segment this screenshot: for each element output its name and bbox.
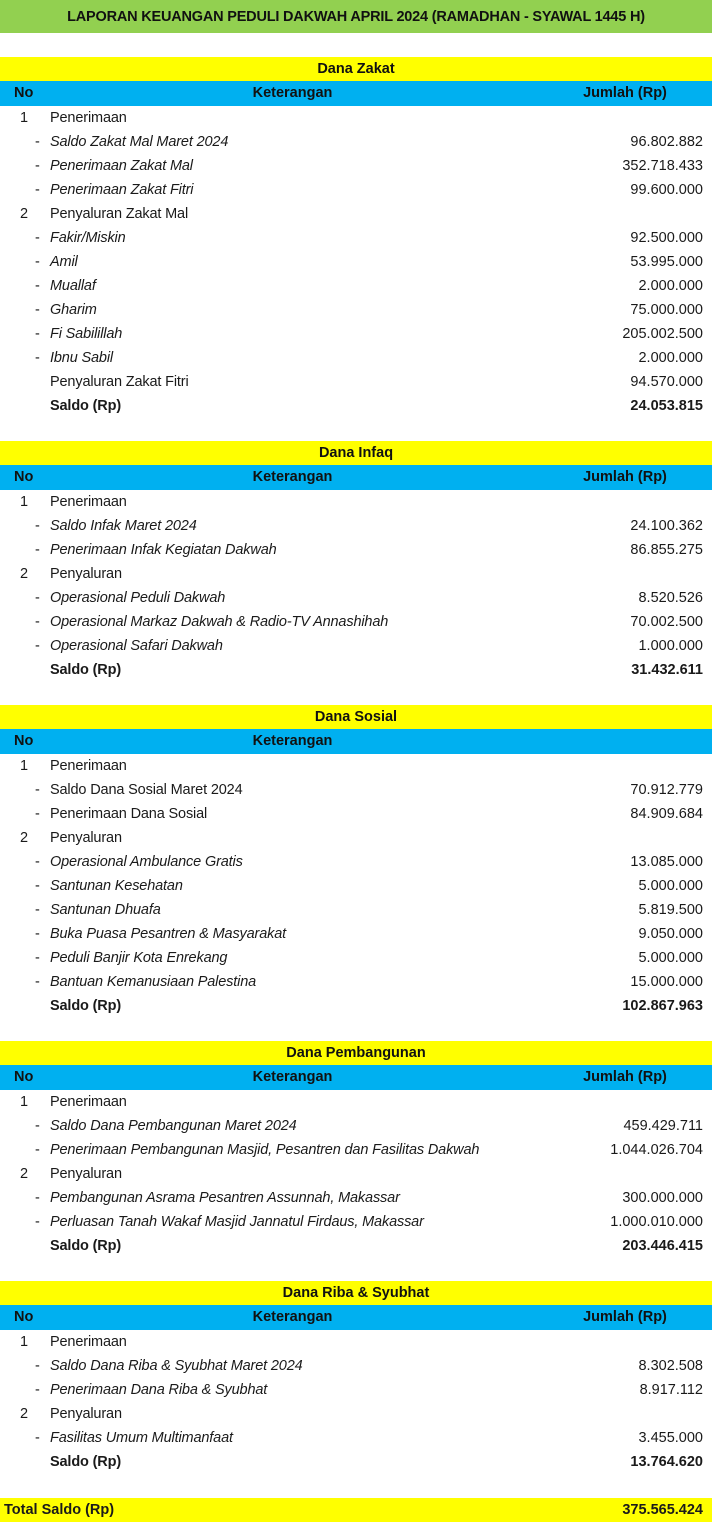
table-row — [0, 634, 712, 658]
row-dash: - — [35, 974, 40, 990]
saldo-row — [0, 1234, 712, 1258]
row-description: Perluasan Tanah Wakaf Masjid Jannatul Firdaus, Makassar — [50, 1214, 424, 1230]
row-description: Penerimaan Zakat Mal — [50, 158, 193, 174]
row-amount: 9.050.000 — [638, 926, 703, 942]
row-number: 2 — [19, 206, 29, 222]
row-amount: 31.432.611 — [631, 662, 703, 678]
column-header-row — [0, 729, 712, 754]
row-description: Penerimaan Pembangunan Masjid, Pesantren dan Fasilitas Dakwah — [50, 1142, 480, 1158]
row-amount: 24.053.815 — [630, 398, 703, 414]
row-amount: 99.600.000 — [630, 182, 703, 198]
row-amount: 2.000.000 — [638, 350, 703, 366]
column-header-row — [0, 465, 712, 490]
row-description: Penerimaan — [50, 1334, 127, 1350]
row-dash: - — [35, 590, 40, 606]
group-row — [0, 562, 712, 586]
row-amount: 24.100.362 — [630, 518, 703, 534]
table-row — [0, 274, 712, 298]
row-amount: 2.000.000 — [638, 278, 703, 294]
table-row — [0, 178, 712, 202]
row-amount: 5.819.500 — [638, 902, 703, 918]
row-amount: 102.867.963 — [622, 998, 703, 1014]
row-amount: 1.000.000 — [638, 638, 703, 654]
table-row — [0, 514, 712, 538]
row-amount: 1.000.010.000 — [610, 1214, 703, 1230]
table-row — [0, 1378, 712, 1402]
row-description: Gharim — [50, 302, 97, 318]
row-description: Saldo (Rp) — [50, 662, 121, 678]
row-dash: - — [35, 326, 40, 342]
row-description: Penyaluran — [50, 1406, 122, 1422]
row-description: Operasional Markaz Dakwah & Radio-TV Annashihah — [50, 614, 389, 630]
row-amount: 15.000.000 — [630, 974, 703, 990]
table-row — [0, 1114, 712, 1138]
row-description: Peduli Banjir Kota Enrekang — [50, 950, 228, 966]
row-description: Saldo (Rp) — [50, 1454, 121, 1470]
row-description: Muallaf — [50, 278, 96, 294]
row-amount: 92.500.000 — [630, 230, 703, 246]
row-description: Amil — [50, 254, 78, 270]
column-header-keterangan: Keterangan — [252, 1069, 333, 1085]
row-dash: - — [35, 158, 40, 174]
group-row — [0, 1330, 712, 1354]
group-row — [0, 754, 712, 778]
row-number: 1 — [19, 494, 29, 510]
table-row — [0, 946, 712, 970]
saldo-row — [0, 658, 712, 682]
row-description: Penyaluran — [50, 1166, 122, 1182]
row-dash: - — [35, 782, 40, 798]
row-description: Santunan Dhuafa — [50, 902, 161, 918]
group-row — [0, 490, 712, 514]
row-description: Fakir/Miskin — [50, 230, 126, 246]
row-dash: - — [35, 1118, 40, 1134]
table-row — [0, 970, 712, 994]
section-dana-sosial — [0, 705, 712, 1018]
row-amount: 13.764.620 — [630, 1454, 703, 1470]
column-header-jumlah: Jumlah (Rp) — [583, 85, 667, 101]
row-number: 2 — [19, 566, 29, 582]
row-amount: 94.570.000 — [630, 374, 703, 390]
saldo-row — [0, 394, 712, 418]
row-description: Penerimaan — [50, 758, 127, 774]
section-dana-riba-syubhat — [0, 1281, 712, 1474]
row-amount: 1.044.026.704 — [610, 1142, 703, 1158]
row-description: Saldo (Rp) — [50, 1238, 121, 1254]
row-number: 1 — [19, 1334, 29, 1350]
section-title: Dana Zakat — [0, 57, 712, 81]
table-row — [0, 226, 712, 250]
row-amount: 96.802.882 — [630, 134, 703, 150]
column-header-jumlah: Jumlah (Rp) — [583, 1309, 667, 1325]
column-header-jumlah: Jumlah (Rp) — [583, 469, 667, 485]
row-dash: - — [35, 1214, 40, 1230]
column-header-no: No — [14, 469, 34, 485]
row-description: Bantuan Kemanusiaan Palestina — [50, 974, 257, 990]
row-description: Fi Sabilillah — [50, 326, 123, 342]
row-amount: 205.002.500 — [622, 326, 703, 342]
table-row — [0, 874, 712, 898]
row-dash: - — [35, 1190, 40, 1206]
row-number: 1 — [19, 110, 29, 126]
row-description: Penerimaan Dana Sosial — [50, 806, 208, 822]
row-amount: 86.855.275 — [630, 542, 703, 558]
table-row — [0, 1138, 712, 1162]
table-row — [0, 922, 712, 946]
row-dash: - — [35, 254, 40, 270]
row-dash: - — [35, 806, 40, 822]
group-row — [0, 1402, 712, 1426]
group-row — [0, 1162, 712, 1186]
row-description: Buka Puasa Pesantren & Masyarakat — [50, 926, 287, 942]
row-dash: - — [35, 518, 40, 534]
row-amount: 8.520.526 — [638, 590, 703, 606]
row-amount: 75.000.000 — [630, 302, 703, 318]
table-row — [0, 346, 712, 370]
row-dash: - — [35, 614, 40, 630]
group-row — [0, 106, 712, 130]
row-amount: 203.446.415 — [622, 1238, 703, 1254]
column-header-no: No — [14, 85, 34, 101]
group-row — [0, 370, 712, 394]
group-row — [0, 202, 712, 226]
row-description: Penyaluran Zakat Fitri — [50, 374, 189, 390]
row-dash: - — [35, 926, 40, 942]
row-dash: - — [35, 902, 40, 918]
row-amount: 3.455.000 — [638, 1430, 703, 1446]
row-dash: - — [35, 302, 40, 318]
column-header-keterangan: Keterangan — [252, 1309, 333, 1325]
row-number: 2 — [19, 1166, 29, 1182]
section-dana-infaq — [0, 441, 712, 682]
row-description: Saldo Infak Maret 2024 — [50, 518, 197, 534]
table-row — [0, 298, 712, 322]
row-description: Saldo (Rp) — [50, 998, 121, 1014]
row-amount: 13.085.000 — [630, 854, 703, 870]
row-description: Penyaluran — [50, 566, 122, 582]
row-description: Penerimaan — [50, 1094, 127, 1110]
total-saldo-row — [0, 1498, 712, 1522]
row-description: Pembangunan Asrama Pesantren Assunnah, Makassar — [50, 1190, 400, 1206]
row-amount: 70.912.779 — [630, 782, 703, 798]
row-description: Ibnu Sabil — [50, 350, 113, 366]
row-dash: - — [35, 878, 40, 894]
table-row — [0, 250, 712, 274]
row-description: Saldo Dana Pembangunan Maret 2024 — [50, 1118, 297, 1134]
row-amount: 70.002.500 — [630, 614, 703, 630]
row-description: Penerimaan — [50, 494, 127, 510]
section-title: Dana Infaq — [0, 441, 712, 465]
row-description: Fasilitas Umum Multimanfaat — [50, 1430, 233, 1446]
row-dash: - — [35, 854, 40, 870]
row-description: Saldo Zakat Mal Maret 2024 — [50, 134, 229, 150]
row-number: 2 — [19, 830, 29, 846]
saldo-row — [0, 994, 712, 1018]
group-row — [0, 826, 712, 850]
row-description: Penerimaan Infak Kegiatan Dakwah — [50, 542, 277, 558]
table-row — [0, 1354, 712, 1378]
saldo-row — [0, 1450, 712, 1474]
column-header-no: No — [14, 733, 34, 749]
row-dash: - — [35, 638, 40, 654]
row-dash: - — [35, 182, 40, 198]
row-amount: 53.995.000 — [630, 254, 703, 270]
column-header-row — [0, 1305, 712, 1330]
row-amount: 459.429.711 — [623, 1118, 703, 1134]
row-dash: - — [35, 278, 40, 294]
row-description: Penyaluran — [50, 830, 122, 846]
row-amount: 84.909.684 — [630, 806, 703, 822]
row-amount: 300.000.000 — [622, 1190, 703, 1206]
row-dash: - — [35, 350, 40, 366]
row-amount: 5.000.000 — [638, 950, 703, 966]
column-header-row — [0, 1065, 712, 1090]
report-title: LAPORAN KEUANGAN PEDULI DAKWAH APRIL 2024 (RAMADHAN - SYAWAL 1445 H) — [0, 0, 712, 33]
row-description: Santunan Kesehatan — [50, 878, 183, 894]
table-row — [0, 586, 712, 610]
row-dash: - — [35, 1358, 40, 1374]
column-header-keterangan: Keterangan — [252, 85, 333, 101]
table-row — [0, 1426, 712, 1450]
row-description: Saldo Dana Riba & Syubhat Maret 2024 — [50, 1358, 303, 1374]
row-dash: - — [35, 1142, 40, 1158]
row-dash: - — [35, 134, 40, 150]
table-row — [0, 154, 712, 178]
row-description: Operasional Peduli Dakwah — [50, 590, 226, 606]
table-row — [0, 778, 712, 802]
column-header-jumlah: Jumlah (Rp) — [583, 1069, 667, 1085]
row-amount: 8.917.112 — [639, 1382, 703, 1398]
row-dash: - — [35, 1430, 40, 1446]
row-description: Penerimaan Zakat Fitri — [50, 182, 194, 198]
table-row — [0, 610, 712, 634]
row-description: Penerimaan Dana Riba & Syubhat — [50, 1382, 268, 1398]
table-row — [0, 898, 712, 922]
section-title: Dana Riba & Syubhat — [0, 1281, 712, 1305]
row-description: Penyaluran Zakat Mal — [50, 206, 189, 222]
row-description: Saldo (Rp) — [50, 398, 121, 414]
table-row — [0, 1186, 712, 1210]
section-dana-zakat — [0, 57, 712, 418]
row-number: 1 — [19, 1094, 29, 1110]
row-dash: - — [35, 542, 40, 558]
row-number: 1 — [19, 758, 29, 774]
table-row — [0, 538, 712, 562]
group-row — [0, 1090, 712, 1114]
section-title: Dana Pembangunan — [0, 1041, 712, 1065]
column-header-keterangan: Keterangan — [252, 733, 333, 749]
row-dash: - — [35, 950, 40, 966]
row-description: Operasional Safari Dakwah — [50, 638, 223, 654]
table-row — [0, 322, 712, 346]
row-description: Operasional Ambulance Gratis — [50, 854, 243, 870]
row-amount: 8.302.508 — [638, 1358, 703, 1374]
column-header-row — [0, 81, 712, 106]
total-saldo-amount: 375.565.424 — [622, 1502, 703, 1518]
table-row — [0, 130, 712, 154]
section-dana-pembangunan — [0, 1041, 712, 1258]
row-amount: 5.000.000 — [638, 878, 703, 894]
column-header-keterangan: Keterangan — [252, 469, 333, 485]
row-description: Saldo Dana Sosial Maret 2024 — [50, 782, 243, 798]
table-row — [0, 1210, 712, 1234]
table-row — [0, 850, 712, 874]
row-dash: - — [35, 230, 40, 246]
section-title: Dana Sosial — [0, 705, 712, 729]
row-number: 2 — [19, 1406, 29, 1422]
table-row — [0, 802, 712, 826]
row-amount: 352.718.433 — [622, 158, 703, 174]
total-saldo-label: Total Saldo (Rp) — [4, 1502, 115, 1518]
row-description: Penerimaan — [50, 110, 127, 126]
row-dash: - — [35, 1382, 40, 1398]
column-header-no: No — [14, 1069, 34, 1085]
column-header-no: No — [14, 1309, 34, 1325]
